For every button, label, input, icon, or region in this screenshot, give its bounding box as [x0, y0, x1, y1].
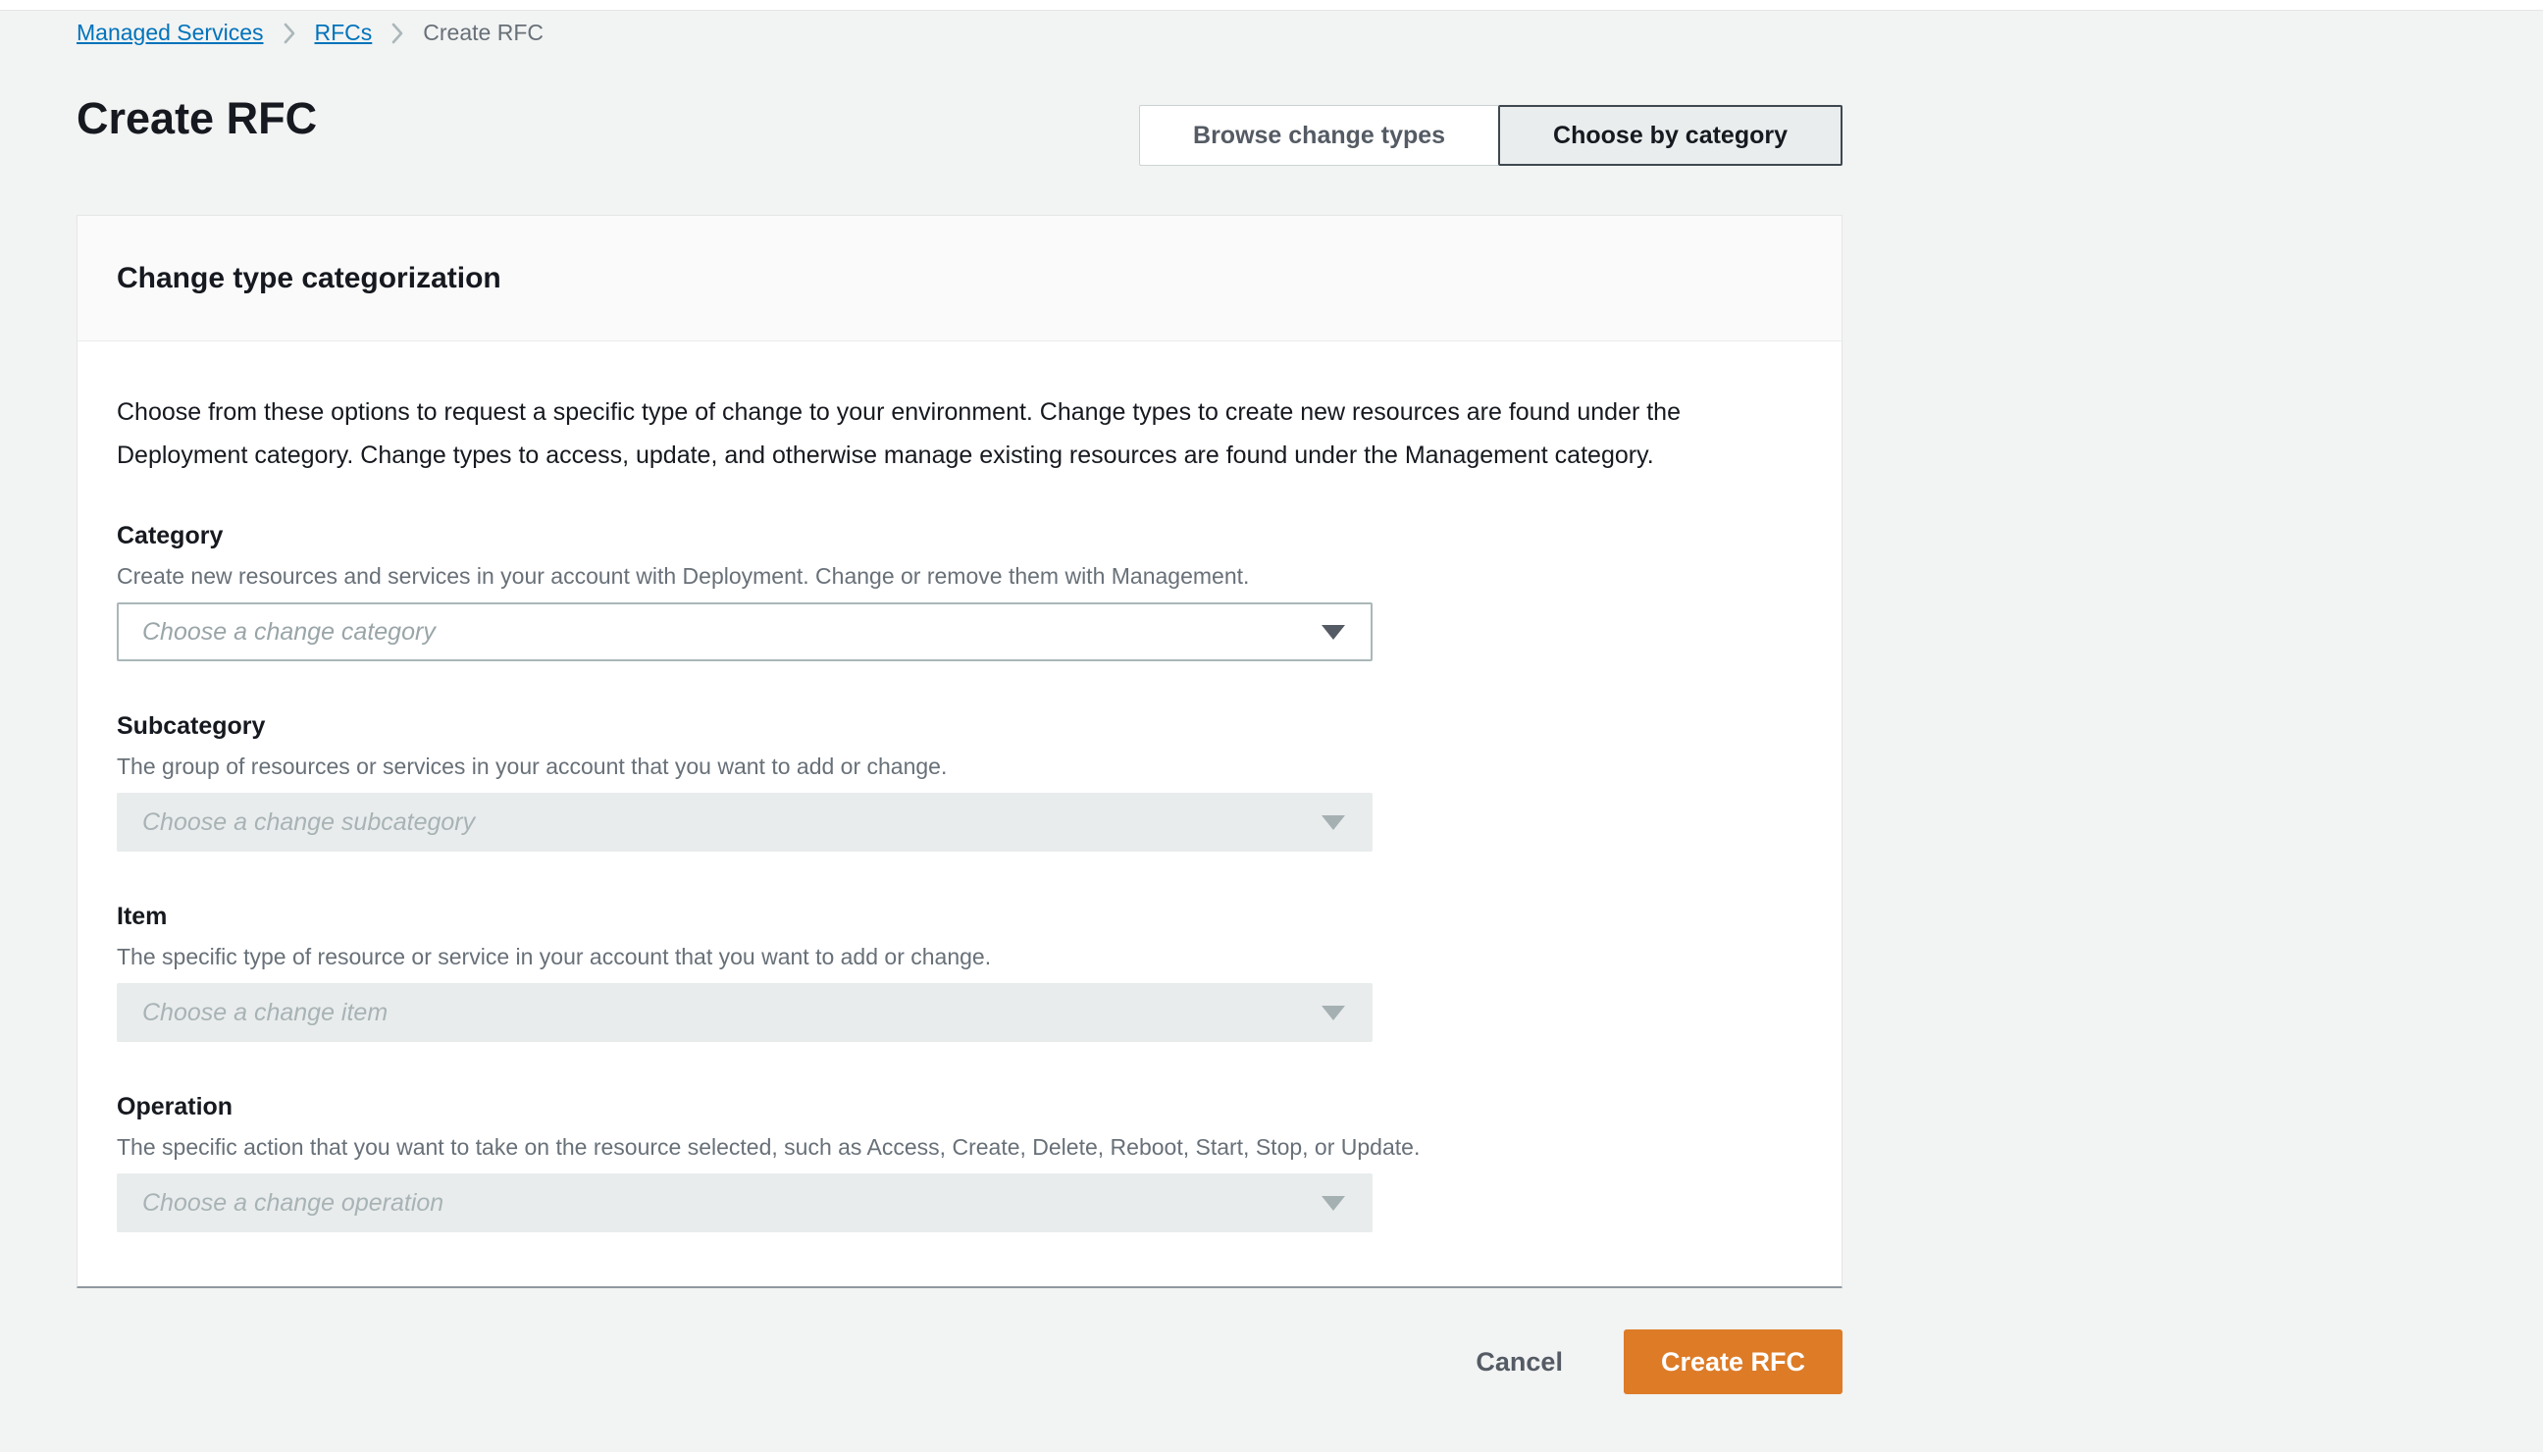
- category-description: Create new resources and services in your account with Deployment. Change or remove them with Management.: [117, 563, 1250, 589]
- category-placeholder: Choose a change category: [142, 617, 436, 646]
- change-type-categorization-panel: [77, 215, 1842, 1288]
- caret-down-icon: [1322, 815, 1345, 830]
- item-placeholder: Choose a change item: [142, 998, 389, 1026]
- breadcrumb: [77, 20, 544, 46]
- operation-placeholder: Choose a change operation: [142, 1188, 444, 1217]
- breadcrumb-managed-services[interactable]: Managed Services: [77, 20, 264, 45]
- page-title: Create RFC: [77, 93, 318, 143]
- item-field-group: [117, 901, 1802, 1042]
- operation-description: The specific action that you want to take on the resource selected, such as Access, Create, Delete, Reboot, Start, Stop, or Update.: [117, 1134, 1421, 1160]
- breadcrumb-rfcs[interactable]: RFCs: [314, 20, 373, 45]
- operation-label: Operation: [117, 1093, 234, 1120]
- panel-body: [78, 341, 1842, 1295]
- operation-select: [117, 1173, 1373, 1232]
- caret-down-icon: [1322, 625, 1345, 640]
- panel-description: Choose from these options to request a specific type of change to your environment. Change types to create new resources are found under the Deployment category. Change types to access, update, and otherwise manage existing resources are found under the Management category.: [117, 398, 1681, 469]
- chevron-right-icon: [389, 22, 405, 45]
- caret-down-icon: [1322, 1006, 1345, 1020]
- caret-down-icon: [1322, 1196, 1345, 1211]
- panel-title: Change type categorization: [117, 261, 501, 294]
- category-select[interactable]: [117, 602, 1373, 661]
- panel-header: [78, 216, 1842, 341]
- item-select: [117, 983, 1373, 1042]
- breadcrumb-current: Create RFC: [423, 20, 544, 45]
- chevron-right-icon: [282, 22, 297, 45]
- form-actions: [1476, 1329, 1842, 1394]
- subcategory-select: [117, 793, 1373, 852]
- subcategory-label: Subcategory: [117, 712, 266, 740]
- cancel-button[interactable]: Cancel: [1476, 1346, 1563, 1377]
- create-rfc-button[interactable]: Create RFC: [1624, 1329, 1842, 1394]
- subcategory-field-group: [117, 710, 1802, 852]
- item-label: Item: [117, 903, 168, 930]
- browse-change-types-button[interactable]: Browse change types: [1139, 105, 1498, 166]
- category-field-group: [117, 520, 1802, 661]
- choose-by-category-button[interactable]: Choose by category: [1498, 105, 1842, 166]
- subcategory-placeholder: Choose a change subcategory: [142, 807, 476, 836]
- view-toggle-group: [1139, 105, 1842, 166]
- item-description: The specific type of resource or service in your account that you want to add or change.: [117, 944, 992, 969]
- operation-field-group: [117, 1091, 1802, 1232]
- subcategory-description: The group of resources or services in your account that you want to add or change.: [117, 754, 948, 779]
- category-label: Category: [117, 522, 224, 549]
